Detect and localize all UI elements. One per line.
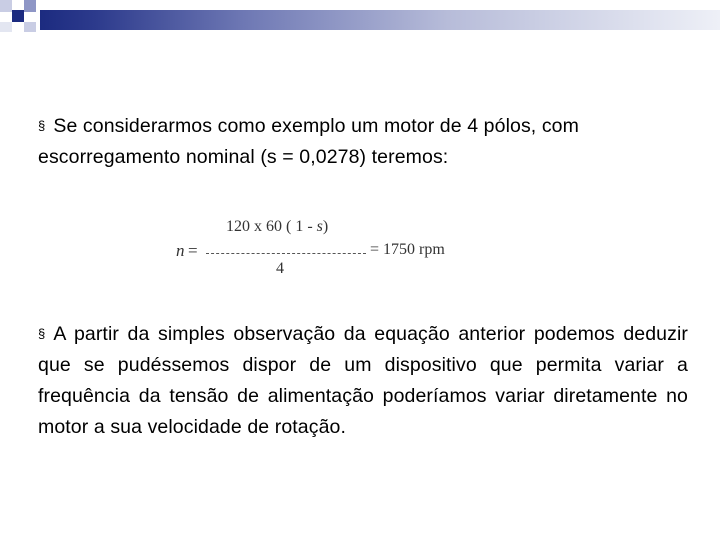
paragraph-conclusion-text: A partir da simples observação da equação anterior podemos deduzir que se pudéssemos dispor de um dispositivo que permita variar a frequência da tensão de alimentação poderíamos variar diretamente no motor a sua velocidade de rotação. xyxy=(38,323,688,438)
fraction-line xyxy=(206,253,366,254)
equation-lhs: n xyxy=(176,241,185,260)
header-gradient-strip xyxy=(40,10,720,30)
paragraph-conclusion xyxy=(38,318,688,443)
speed-equation xyxy=(172,212,472,292)
numerator-variable: s xyxy=(316,218,323,235)
bullet-icon: § xyxy=(38,118,46,133)
decor-square-1 xyxy=(0,0,12,12)
equation-numerator xyxy=(226,218,328,236)
paragraph-example-text: Se considerarmos como exemplo um motor de 4 pólos, com escorregamento nominal (s = 0,0278) teremos: xyxy=(38,115,579,168)
equation-denominator: 4 xyxy=(276,260,284,277)
bullet-icon: § xyxy=(38,326,46,341)
decor-square-5 xyxy=(0,22,12,32)
paragraph-example xyxy=(38,110,688,173)
decor-square-2 xyxy=(12,10,24,22)
equation-result: = 1750 rpm xyxy=(370,241,445,258)
decor-square-4 xyxy=(24,22,36,32)
equation-equals: = xyxy=(188,241,198,260)
numerator-prefix: 120 x 60 ( 1 - xyxy=(226,218,317,235)
header-decoration xyxy=(0,0,720,32)
decor-square-3 xyxy=(24,0,36,12)
numerator-suffix: ) xyxy=(322,218,329,235)
